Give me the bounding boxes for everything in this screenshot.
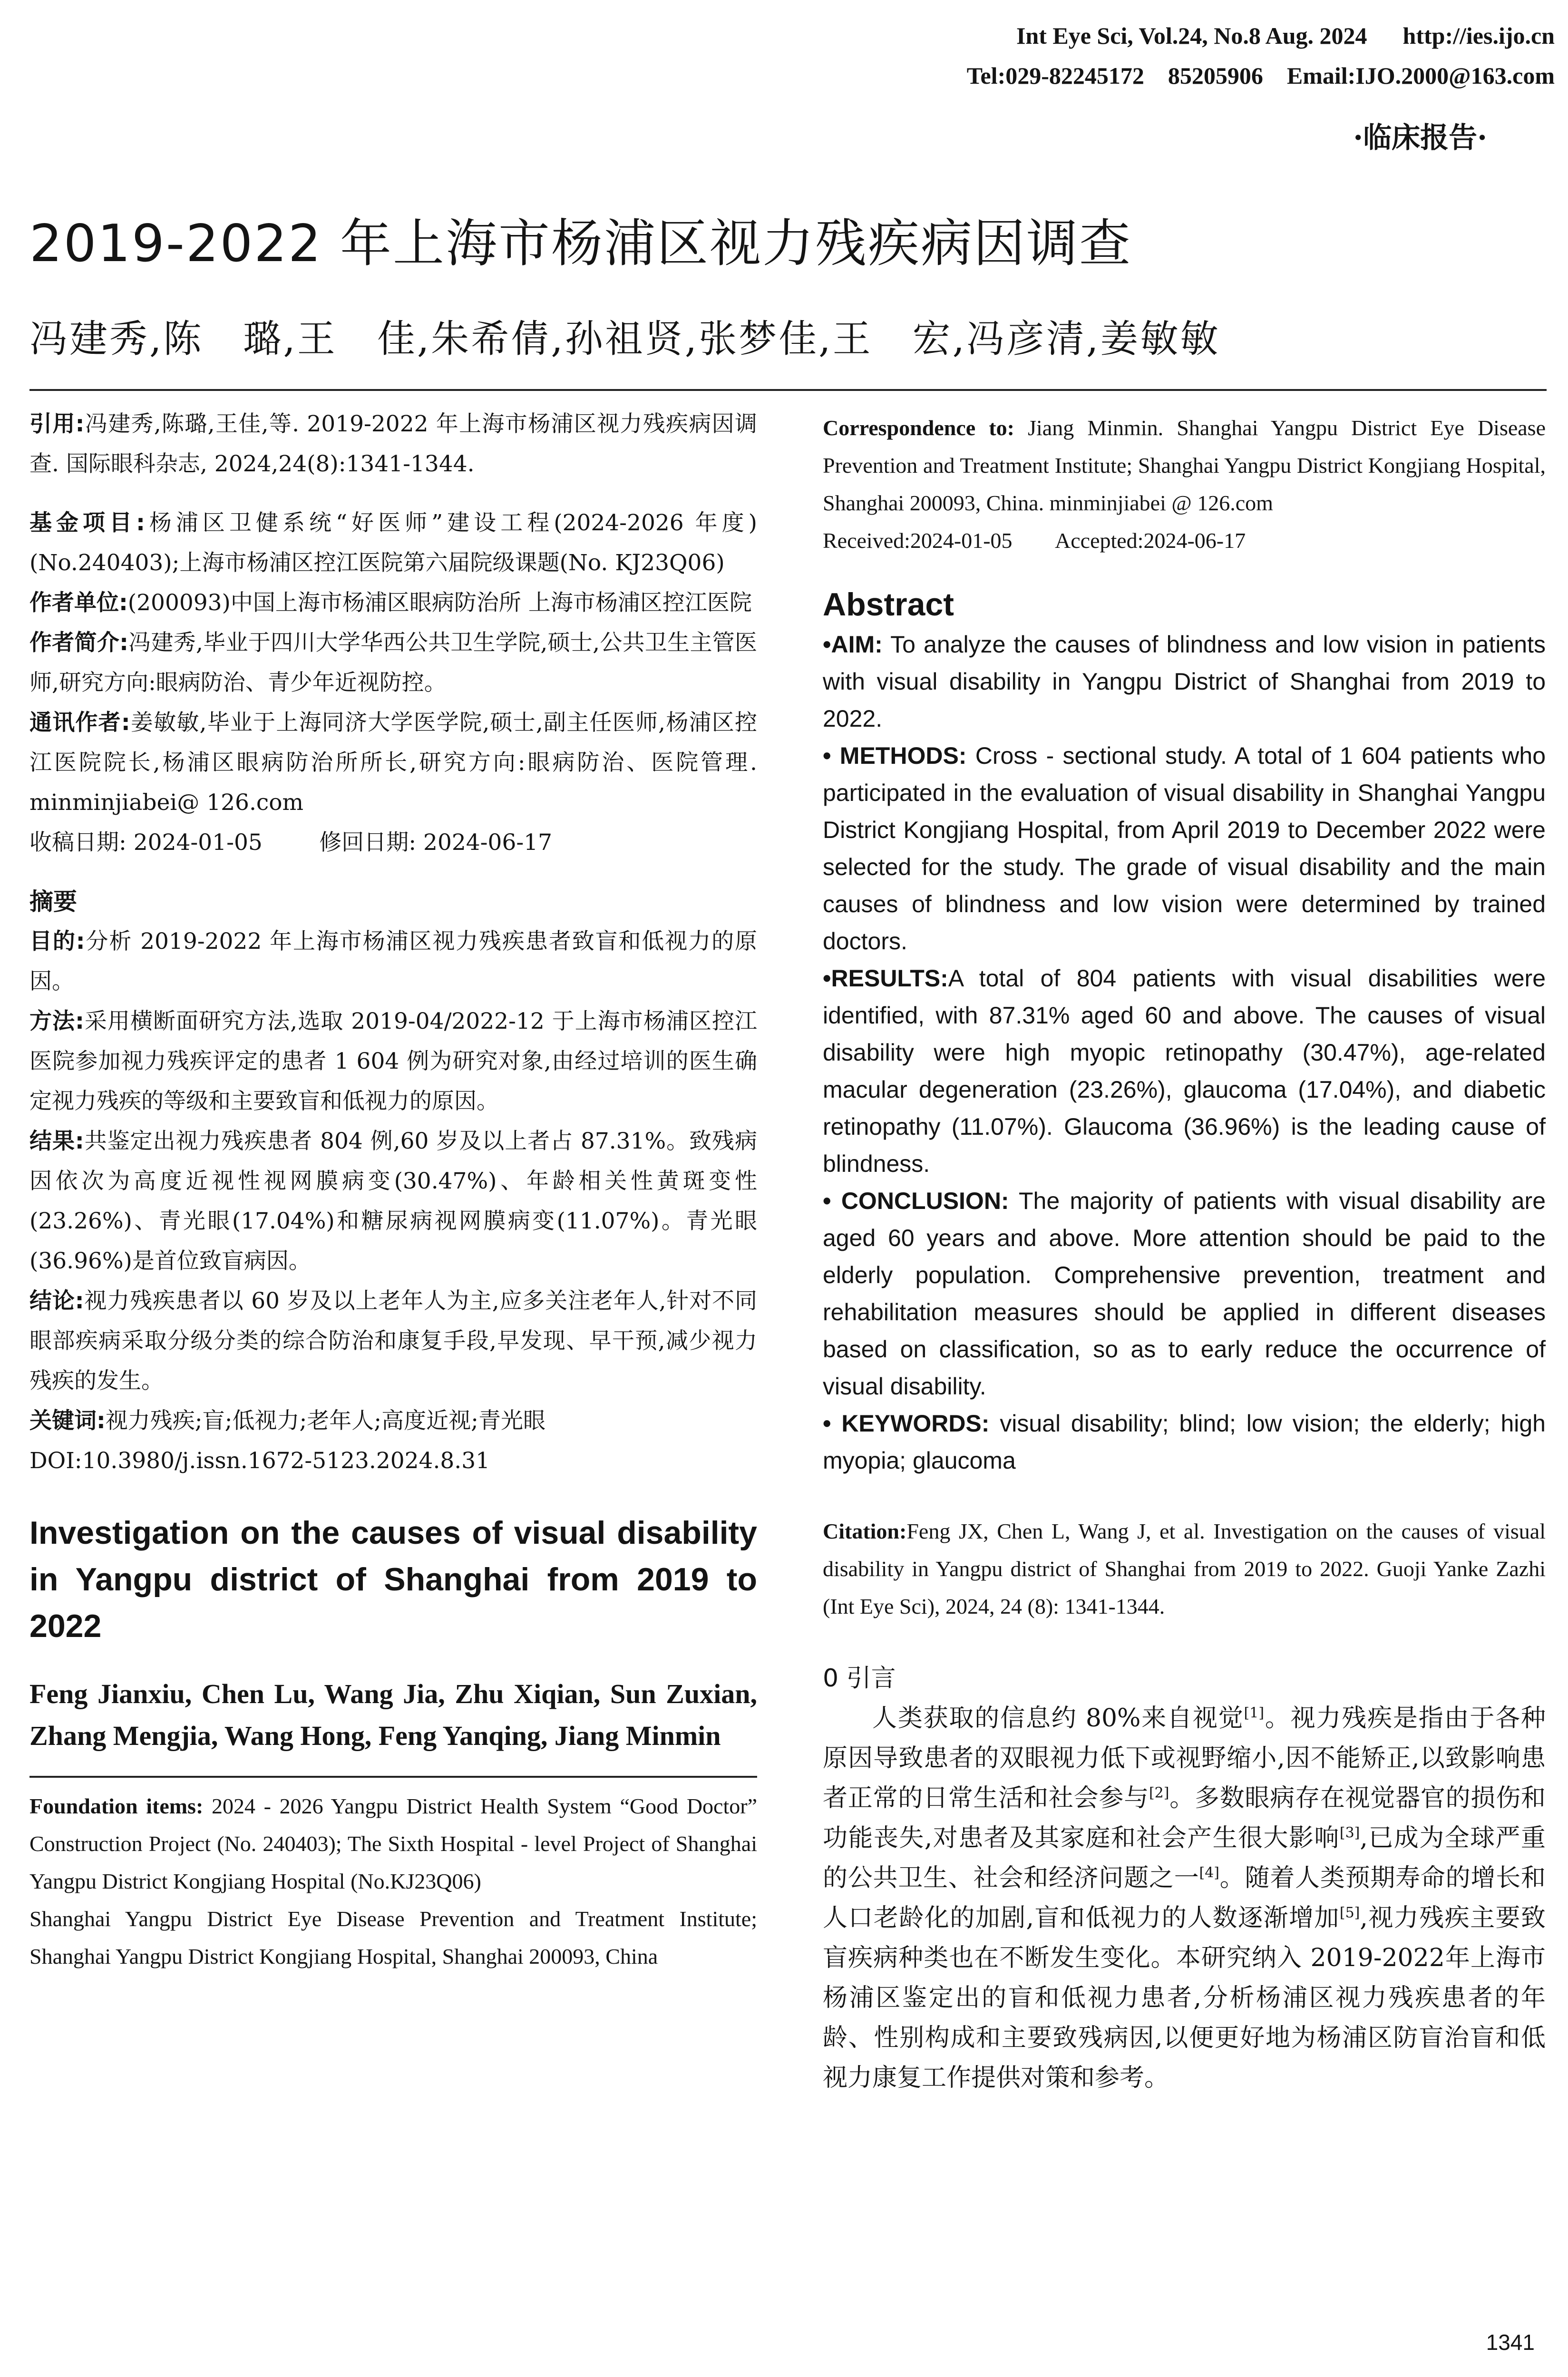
spacer bbox=[29, 484, 757, 503]
methods-cn-label: 方法: bbox=[29, 1008, 84, 1034]
unit-cn-text: (200093)中国上海市杨浦区眼病防治所 上海市杨浦区控江医院 bbox=[127, 590, 752, 616]
aim-cn-label: 目的: bbox=[29, 928, 85, 955]
unit-cn-label: 作者单位: bbox=[29, 590, 128, 616]
intro-text-1: 人类获取的信息约 80%来自视觉 bbox=[872, 1704, 1244, 1733]
methods-en bbox=[823, 737, 1546, 960]
conclusion-en-label: • CONCLUSION: bbox=[823, 1188, 1009, 1214]
results-en-label: •RESULTS: bbox=[823, 965, 948, 992]
results-cn bbox=[29, 1121, 757, 1281]
corr-cn-label: 通讯作者: bbox=[29, 710, 130, 736]
conclusion-cn-label: 结论: bbox=[29, 1288, 84, 1314]
journal-header-line1: Int Eye Sci, Vol.24, No.8 Aug. 2024 http://ies.ijo.cn bbox=[1016, 22, 1555, 49]
spacer bbox=[823, 559, 1546, 583]
intro-text-5: 。随着人类预期寿命的增长和人口老龄化的加剧,盲和低视力的人数逐渐增加 bbox=[823, 1864, 1546, 1932]
fund-cn-label: 基金项目: bbox=[29, 510, 145, 536]
spacer bbox=[29, 1649, 757, 1673]
reference-marker: [2] bbox=[1149, 1784, 1169, 1802]
aim-cn bbox=[29, 922, 757, 1002]
reference-marker: [1] bbox=[1244, 1705, 1265, 1722]
keywords-cn-text: 视力残疾;盲;低视力;老年人;高度近视;青光眼 bbox=[105, 1408, 545, 1434]
keywords-en bbox=[823, 1405, 1546, 1479]
keywords-cn-label: 关键词: bbox=[29, 1408, 106, 1434]
methods-cn bbox=[29, 1002, 757, 1121]
correspondence bbox=[823, 409, 1546, 522]
page-number: 1341 bbox=[1486, 2330, 1535, 2355]
english-authors: Feng Jianxiu, Chen Lu, Wang Jia, Zhu Xiqian, Sun Zuxian, Zhang Mengjia, Wang Hong, Feng Yanqing, Jiang Minmin bbox=[29, 1678, 757, 1751]
dates-cn: 收稿日期: 2024-01-05 修回日期: 2024-06-17 bbox=[29, 829, 553, 856]
reference-marker: [3] bbox=[1339, 1824, 1360, 1841]
abstract-heading-en: Abstract bbox=[823, 586, 954, 623]
intro-paragraph bbox=[823, 1698, 1546, 2098]
fund-cn bbox=[29, 503, 757, 583]
citation-en-label: Citation: bbox=[823, 1519, 907, 1543]
results-en-text: A total of 804 patients with visual disabilities were identified, with 87.31% aged 60 and above. The causes of visual disability were high myopic retinopathy (30.47%), age-related macular degeneration (23.26%), glaucoma (17.04%), and diabetic retinopathy (11.07%). Glaucoma (36.96%) is the leading cause of blindness. bbox=[823, 965, 1546, 1177]
results-cn-label: 结果: bbox=[29, 1128, 84, 1154]
methods-en-text: Cross - sectional study. A total of 1 604 patients who participated in the evaluation of visual disability in Shanghai Yangpu District Kongjiang Hospital, from April 2019 to December 2022 were selected for the study. The grade of visual disability and the main causes of blindness and low vision were determined by trained doctors. bbox=[823, 742, 1546, 955]
intro-text-3: 。多数眼病存在视觉器官的损伤和功能丧失,对患者及其家庭和社会产生很大影响 bbox=[823, 1784, 1546, 1852]
conclusion-en-text: The majority of patients with visual disability are aged 60 years and above. More attention should be paid to the elderly population. Comprehensive prevention, treatment and rehabilitation measures should be applied in different diseases based on classification, so as to early reduce the occurrence of visual disability. bbox=[823, 1188, 1546, 1400]
received-dates: Received:2024-01-05 Accepted:2024-06-17 bbox=[823, 528, 1246, 553]
intro-heading: 0 引言 bbox=[823, 1664, 896, 1693]
correspondence-text: Jiang Minmin. Shanghai Yangpu District Eye Disease Prevention and Treatment Institute; Shanghai Yangpu District Kongjiang Hospital, Shanghai 200093, China. minminjiabei @ 126.com bbox=[823, 416, 1546, 515]
journal-header-line2: Tel:029-82245172 85205906 Email:IJO.2000@163.com bbox=[966, 62, 1555, 89]
aim-cn-text: 分析 2019-2022 年上海市杨浦区视力残疾患者致盲和低视力的原因。 bbox=[29, 928, 758, 994]
corr-cn-text: 姜敏敏,毕业于上海同济大学医学院,硕士,副主任医师,杨浦区控江医院院长,杨浦区眼病防治所所长,研究方向:眼病防治、医院管理. minminjiabei@ 126.com bbox=[29, 710, 757, 816]
bio-cn-text: 冯建秀,毕业于四川大学华西公共卫生学院,硕士,公共卫生主管医师,研究方向:眼病防治、青少年近视防控。 bbox=[29, 630, 757, 696]
aim-en-text: To analyze the causes of blindness and low vision in patients with visual disability in Yangpu District of Shanghai from 2019 to 2022. bbox=[823, 631, 1546, 732]
spacer bbox=[29, 863, 757, 882]
correspondence-label: Correspondence to: bbox=[823, 416, 1014, 440]
conclusion-en bbox=[823, 1182, 1546, 1405]
left-column bbox=[29, 404, 757, 1975]
authors-cn: 冯建秀,陈 璐,王 佳,朱希倩,孙祖贤,张梦佳,王 宏,冯彦清,姜敏敏 bbox=[29, 317, 1220, 361]
intro-text-4: ,已成为全球严重的公共卫生、社会和经济问题之一 bbox=[823, 1824, 1546, 1892]
results-en bbox=[823, 960, 1546, 1182]
spacer bbox=[29, 1481, 757, 1510]
foundation-divider bbox=[29, 1776, 757, 1778]
fund-cn-text: 杨浦区卫健系统“好医师”建设工程(2024-2026 年度)(No.240403);上海市杨浦区控江医院第六届院级课题(No. KJ23Q06) bbox=[29, 510, 757, 576]
spacer bbox=[823, 1479, 1546, 1512]
intro-text-2: 。视力残疾是指由于各种原因导致患者的双眼视力低下或视野缩小,因不能矫正,以致影响患者正常的日常生活和社会参与 bbox=[823, 1704, 1546, 1812]
page-title: 2019-2022 年上海市杨浦区视力残疾病因调查 bbox=[29, 214, 1132, 273]
corr-cn bbox=[29, 703, 757, 823]
intro-text-6: ,视力残疾主要致盲疾病种类也在不断发生变化。本研究纳入 2019-2022年上海市杨浦区鉴定出的盲和低视力患者,分析杨浦区视力残疾患者的年龄、性别构成和主要致残病因,以便更好地为杨浦区防盲治盲和低视力康复工作提供对策和参考。 bbox=[823, 1904, 1546, 2092]
reference-marker: [5] bbox=[1339, 1904, 1360, 1921]
aim-en bbox=[823, 626, 1546, 737]
results-cn-text: 共鉴定出视力残疾患者 804 例,60 岁及以上者占 87.31%。致残病因依次为高度近视性视网膜病变(30.47%)、年龄相关性黄斑变性(23.26%)、青光眼(17.04%)和糖尿病视网膜病变(11.07%)。青光眼(36.96%)是首位致盲病因。 bbox=[29, 1128, 757, 1274]
citation-cn-label: 引用: bbox=[29, 411, 85, 437]
bio-cn-label: 作者简介: bbox=[29, 630, 128, 656]
keywords-cn bbox=[29, 1401, 757, 1441]
citation-cn bbox=[29, 404, 757, 484]
bio-cn bbox=[29, 623, 757, 703]
citation-en bbox=[823, 1512, 1546, 1625]
conclusion-cn-text: 视力残疾患者以 60 岁及以上老年人为主,应多关注老年人,针对不同眼部疾病采取分级分类的综合防治和康复手段,早发现、早干预,减少视力残疾的发生。 bbox=[29, 1288, 757, 1394]
reference-marker: [4] bbox=[1199, 1864, 1220, 1881]
citation-en-text: Feng JX, Chen L, Wang J, et al. Investigation on the causes of visual disability in Yangpu district of Shanghai from 2019 to 2022. Guoji Yanke Zazhi (Int Eye Sci), 2024, 24 (8): 1341-1344. bbox=[823, 1519, 1546, 1618]
foundation-items bbox=[29, 1787, 757, 1900]
methods-cn-text: 采用横断面研究方法,选取 2019-04/2022-12 于上海市杨浦区控江医院参加视力残疾评定的患者 1 604 例为研究对象,由经过培训的医生确定视力残疾的等级和主要致盲和低视力的原因。 bbox=[29, 1008, 758, 1114]
title-divider bbox=[29, 389, 1547, 391]
right-column bbox=[823, 409, 1546, 2098]
doi: DOI:10.3980/j.issn.1672-5123.2024.8.31 bbox=[29, 1448, 490, 1474]
citation-cn-text: 冯建秀,陈璐,王佳,等. 2019-2022 年上海市杨浦区视力残疾病因调查. 国际眼科杂志, 2024,24(8):1341-1344. bbox=[29, 411, 757, 477]
keywords-en-text: visual disability; blind; low vision; the elderly; high myopia; glaucoma bbox=[823, 1410, 1546, 1474]
conclusion-cn bbox=[29, 1281, 757, 1401]
english-title: Investigation on the causes of visual disability in Yangpu district of Shanghai from 2019 to 2022 bbox=[29, 1515, 757, 1644]
foundation-text: 2024 - 2026 Yangpu District Health System “Good Doctor” Construction Project (No. 240403); The Sixth Hospital - level Project of Shanghai Yangpu District Kongjiang Hospital (No.KJ23Q06) bbox=[29, 1794, 757, 1893]
spacer bbox=[823, 1625, 1546, 1658]
foundation-label: Foundation items: bbox=[29, 1794, 204, 1818]
unit-cn bbox=[29, 583, 757, 623]
methods-en-label: • METHODS: bbox=[823, 742, 967, 769]
affiliation-en: Shanghai Yangpu District Eye Disease Prevention and Treatment Institute; Shanghai Yangpu District Kongjiang Hospital, Shanghai 200093, China bbox=[29, 1907, 757, 1968]
section-tag: ·临床报告· bbox=[1353, 121, 1487, 155]
keywords-en-label: • KEYWORDS: bbox=[823, 1410, 990, 1437]
abstract-heading-cn: 摘要 bbox=[29, 888, 77, 916]
aim-en-label: •AIM: bbox=[823, 631, 883, 658]
